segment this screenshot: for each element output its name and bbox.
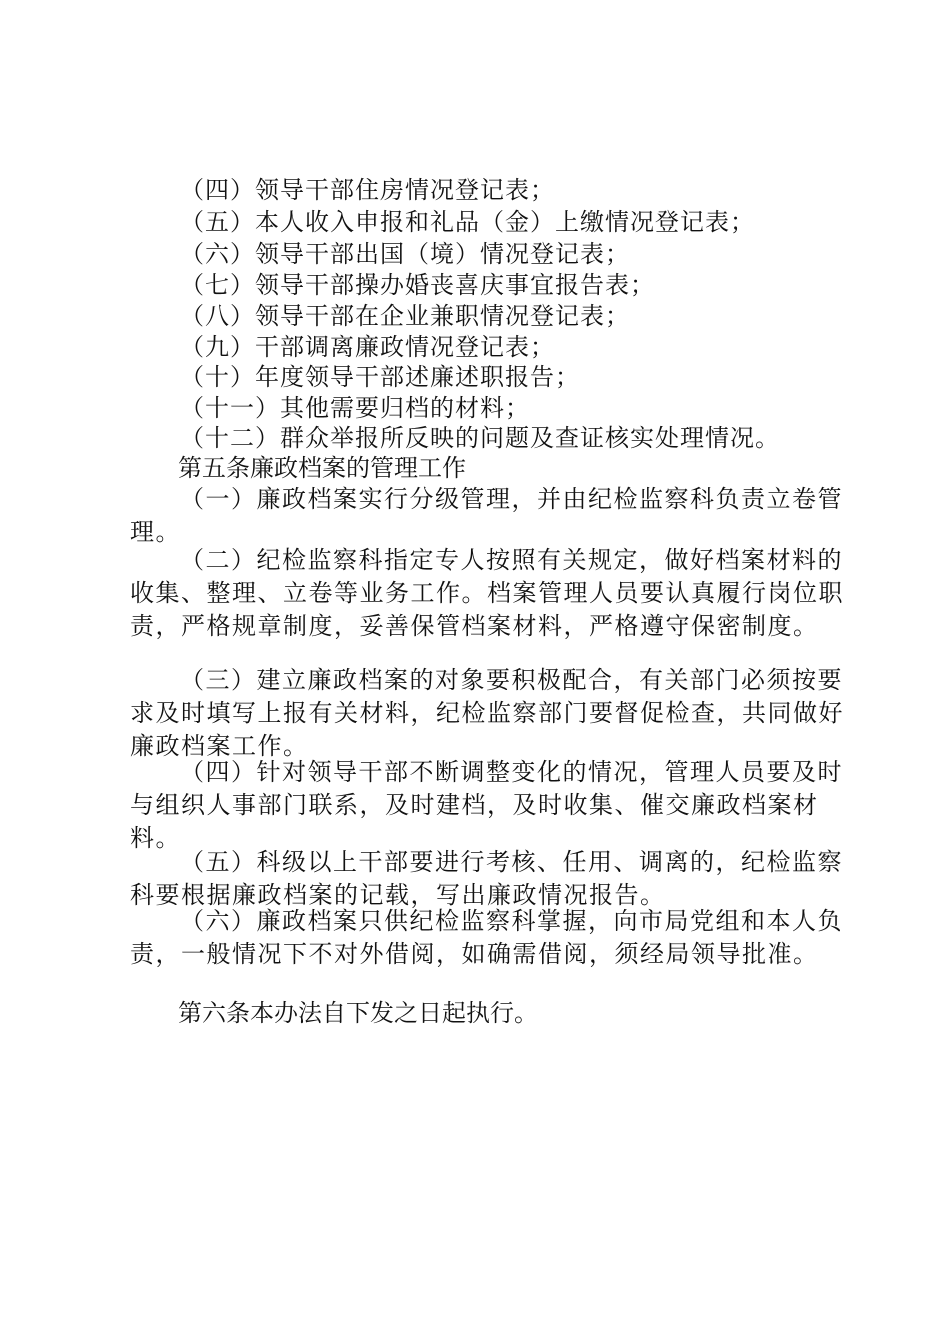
list-item-4: （四）领导干部住房情况登记表； xyxy=(180,176,555,204)
article6-text: 第六条本办法自下发之日起执行。 xyxy=(178,999,538,1027)
article5-paragraph-5: （五）科级以上干部要进行考核、任用、调离的，纪检监察科要根据廉政档案的记载，写出廉政情况报告。 xyxy=(130,848,843,909)
list-item-6: （六）领导干部出国（境）情况登记表； xyxy=(180,240,630,268)
article5-paragraph-2: （二）纪检监察科指定专人按照有关规定，做好档案材料的收集、整理、立卷等业务工作。档案管理人员要认真履行岗位职责，严格规章制度，妥善保管档案材料，严格遵守保密制度。 xyxy=(130,546,844,640)
list-item-10: （十）年度领导干部述廉述职报告； xyxy=(180,363,580,391)
list-item-5: （五）本人收入申报和礼品（金）上缴情况登记表； xyxy=(180,208,755,236)
article5-heading: 第五条廉政档案的管理工作 xyxy=(178,454,466,482)
article5-paragraph-4: （四）针对领导干部不断调整变化的情况，管理人员要及时与组织人事部门联系，及时建档，及时收集、催交廉政档案材料。 xyxy=(130,758,843,852)
list-item-8: （八）领导干部在企业兼职情况登记表； xyxy=(180,302,630,330)
list-item-9: （九）干部调离廉政情况登记表； xyxy=(180,333,555,361)
article5-paragraph-1: （一）廉政档案实行分级管理，并由纪检监察科负责立卷管理。 xyxy=(130,485,843,546)
list-item-7: （七）领导干部操办婚丧喜庆事宜报告表； xyxy=(180,271,655,299)
article5-paragraph-6: （六）廉政档案只供纪检监察科掌握，向市局党组和本人负责，一般情况下不对外借阅，如确需借阅，须经局领导批准。 xyxy=(130,907,843,968)
article5-paragraph-3: （三）建立廉政档案的对象要积极配合，有关部门必须按要求及时填写上报有关材料，纪检监察部门要督促检查，共同做好廉政档案工作。 xyxy=(130,666,844,760)
list-item-12: （十二）群众举报所反映的问题及查证核实处理情况。 xyxy=(180,424,780,452)
list-item-11: （十一）其他需要归档的材料； xyxy=(180,394,530,422)
